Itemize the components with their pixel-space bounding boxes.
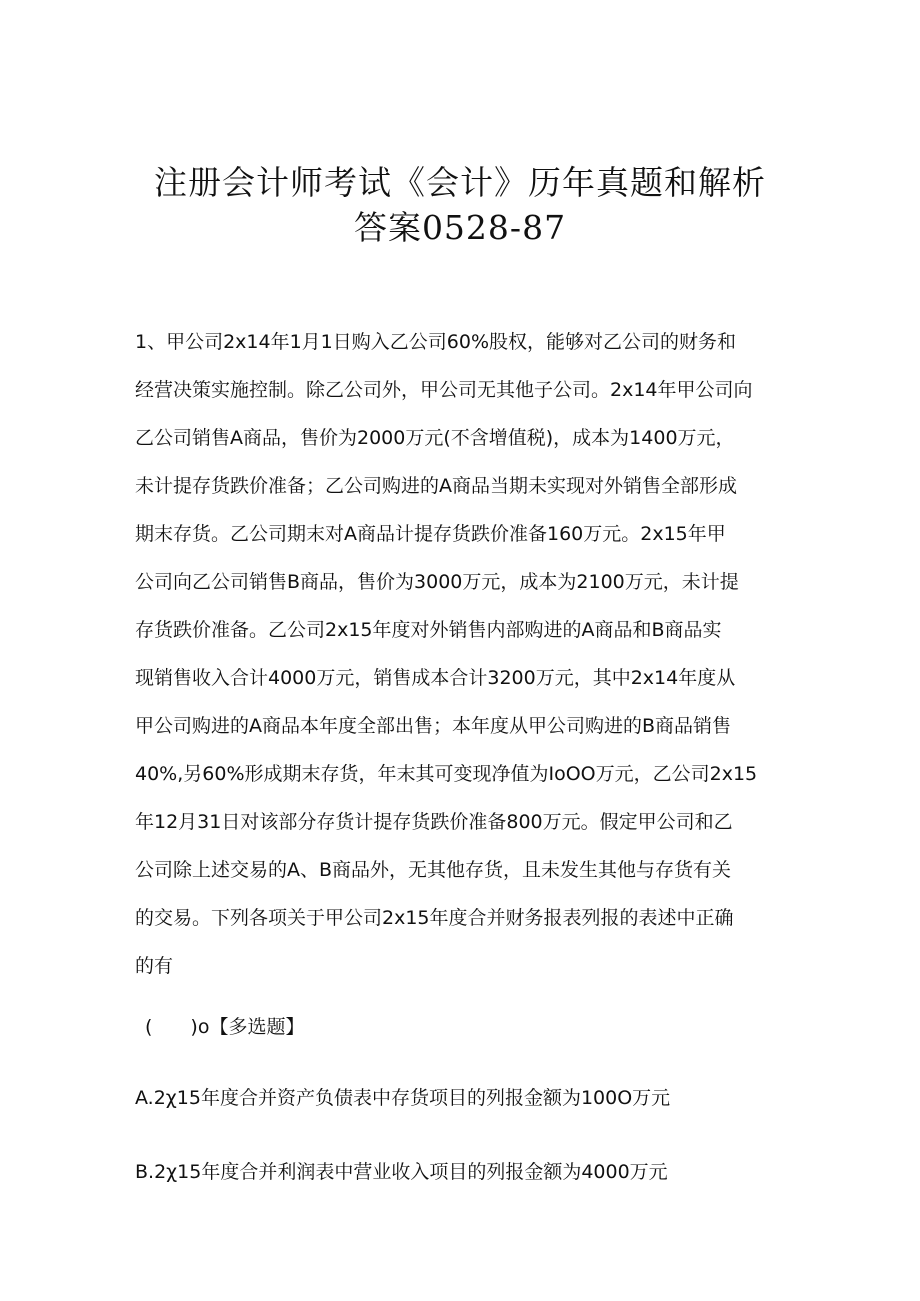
question-line: 年12月31日对该部分存货计提存货跌价准备800万元。假定甲公司和乙 <box>135 811 733 833</box>
option-a: A.2χ15年度合并资产负债表中存货项目的列报金额为100O万元 <box>135 1087 671 1109</box>
question-line: 乙公司销售A商品，售价为2000万元(不含增值税)，成本为1400万元， <box>135 427 735 449</box>
question-line: 现销售收入合计4000万元，销售成本合计3200万元，其中2x14年度从 <box>135 667 736 689</box>
question-line: 未计提存货跌价准备；乙公司购进的A商品当期未实现对外销售全部形成 <box>135 475 737 497</box>
document-title: 注册会计师考试《会计》历年真题和解析 <box>154 163 766 202</box>
question-line: 甲公司购进的A商品本年度全部出售；本年度从甲公司购进的B商品销售 <box>135 715 732 737</box>
question-line: 的交易。下列各项关于甲公司2x15年度合并财务报表列报的表述中正确 <box>135 907 734 929</box>
question-line: 公司除上述交易的A、B商品外，无其他存货，且未发生其他与存货有关 <box>135 859 732 881</box>
question-line: 期末存货。乙公司期末对A商品计提存货跌价准备160万元。2x15年甲 <box>135 523 726 545</box>
question-line: 存货跌价准备。乙公司2x15年度对外销售内部购进的A商品和B商品实 <box>135 619 722 641</box>
question-line: 公司向乙公司销售B商品，售价为3000万元，成本为2100万元，未计提 <box>135 571 739 593</box>
document-title-code: 答案0528-87 <box>353 208 567 247</box>
question-type-label: ( )o【多选题】 <box>145 1016 305 1038</box>
question-line: 40%,另60%形成期末存货，年末其可变现净值为IoOO万元，乙公司2x15 <box>135 763 758 785</box>
question-line: 经营决策实施控制。除乙公司外，甲公司无其他子公司。2x14年甲公司向 <box>135 379 753 401</box>
question-line: 1、甲公司2x14年1月1日购入乙公司60%股权，能够对乙公司的财务和 <box>135 331 737 353</box>
question-line: 的有 <box>135 955 174 977</box>
option-b: B.2χ15年度合并利润表中营业收入项目的列报金额为4000万元 <box>135 1161 668 1183</box>
